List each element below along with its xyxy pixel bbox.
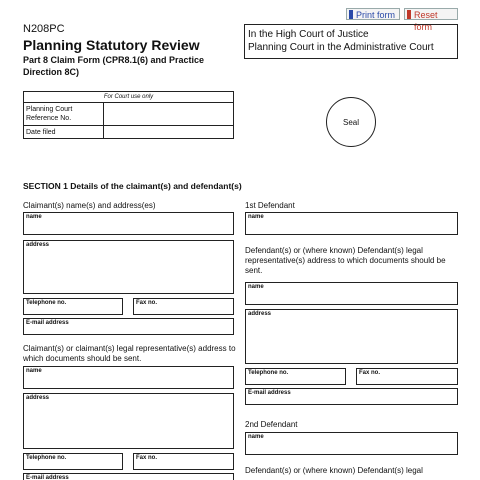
defendant-rep-telephone-field[interactable] <box>245 368 346 385</box>
email-label: E-mail address <box>26 320 69 326</box>
name-label: name <box>248 434 264 440</box>
address-label: address <box>248 311 272 317</box>
court-line-2: Planning Court in the Administrative Court <box>248 42 434 53</box>
email-label: E-mail address <box>248 390 291 396</box>
claimant-heading: Claimant(s) name(s) and address(es) <box>23 201 156 210</box>
seal-circle <box>326 97 376 147</box>
claimant-rep-email-field[interactable] <box>23 473 234 480</box>
court-line-1: In the High Court of Justice <box>248 29 369 40</box>
name-label: name <box>248 214 264 220</box>
court-use-table <box>23 91 234 139</box>
name-label: name <box>248 284 264 290</box>
claimant-name-field[interactable] <box>23 212 234 235</box>
claimant-rep-heading: Claimant(s) or claimant(s) legal representative(s) address to which documents should be sent. <box>23 344 236 363</box>
defendant-rep-fax-field[interactable] <box>356 368 458 385</box>
claimant-rep-telephone-field[interactable] <box>23 453 123 470</box>
telephone-label: Telephone no. <box>26 455 67 461</box>
date-filed-row <box>24 126 233 139</box>
first-defendant-heading: 1st Defendant <box>245 201 295 210</box>
address-label: address <box>26 395 50 401</box>
claimant-fax-field[interactable] <box>133 298 234 315</box>
seal-label: Seal <box>342 117 359 127</box>
fax-label: Fax no. <box>136 455 158 461</box>
table-divider <box>103 103 104 138</box>
reference-label: Planning Court Reference No. <box>26 106 73 122</box>
second-defendant-heading: 2nd Defendant <box>245 420 298 429</box>
address-label: address <box>26 242 50 248</box>
court-box <box>244 24 458 59</box>
name-label: name <box>26 368 42 374</box>
court-use-header: For Court use only <box>24 92 233 103</box>
reset-form-label: Reset form <box>414 10 438 32</box>
second-defendant-name-field[interactable] <box>245 432 458 455</box>
reset-form-button[interactable] <box>404 8 458 32</box>
defendant-rep-address-field[interactable] <box>245 309 458 364</box>
name-label: name <box>26 214 42 220</box>
first-defendant-name-field[interactable] <box>245 212 458 235</box>
telephone-label: Telephone no. <box>248 370 289 376</box>
email-label: E-mail address <box>26 475 69 480</box>
claimant-rep-address-field[interactable] <box>23 393 234 449</box>
fax-label: Fax no. <box>136 300 158 306</box>
reference-row <box>24 103 233 126</box>
fax-label: Fax no. <box>359 370 381 376</box>
form-title: Planning Statutory Review <box>23 37 200 53</box>
section-1-title: SECTION 1 Details of the claimant(s) and defendant(s) <box>23 181 242 191</box>
claimant-rep-fax-field[interactable] <box>133 453 234 470</box>
date-filed-label: Date filed <box>26 129 56 136</box>
reset-flag-icon <box>407 10 411 19</box>
print-form-label: Print form <box>356 10 396 20</box>
claimant-address-field[interactable] <box>23 240 234 294</box>
defendant-rep-heading-2: Defendant(s) or (where known) Defendant(s) legal <box>245 466 423 475</box>
form-subtitle: Part 8 Claim Form (CPR8.1(6) and Practice Direction 8C) <box>23 55 205 77</box>
telephone-label: Telephone no. <box>26 300 67 306</box>
defendant-rep-email-field[interactable] <box>245 388 458 405</box>
claimant-email-field[interactable] <box>23 318 234 335</box>
claimant-rep-name-field[interactable] <box>23 366 234 389</box>
form-code: N208PC <box>23 23 65 35</box>
defendant-rep-heading: Defendant(s) or (where known) Defendant(s) legal representative(s) address to which documents should be sent. <box>245 246 446 275</box>
print-flag-icon <box>349 10 353 19</box>
claimant-telephone-field[interactable] <box>23 298 123 315</box>
defendant-rep-name-field[interactable] <box>245 282 458 305</box>
print-form-button[interactable] <box>346 8 400 20</box>
